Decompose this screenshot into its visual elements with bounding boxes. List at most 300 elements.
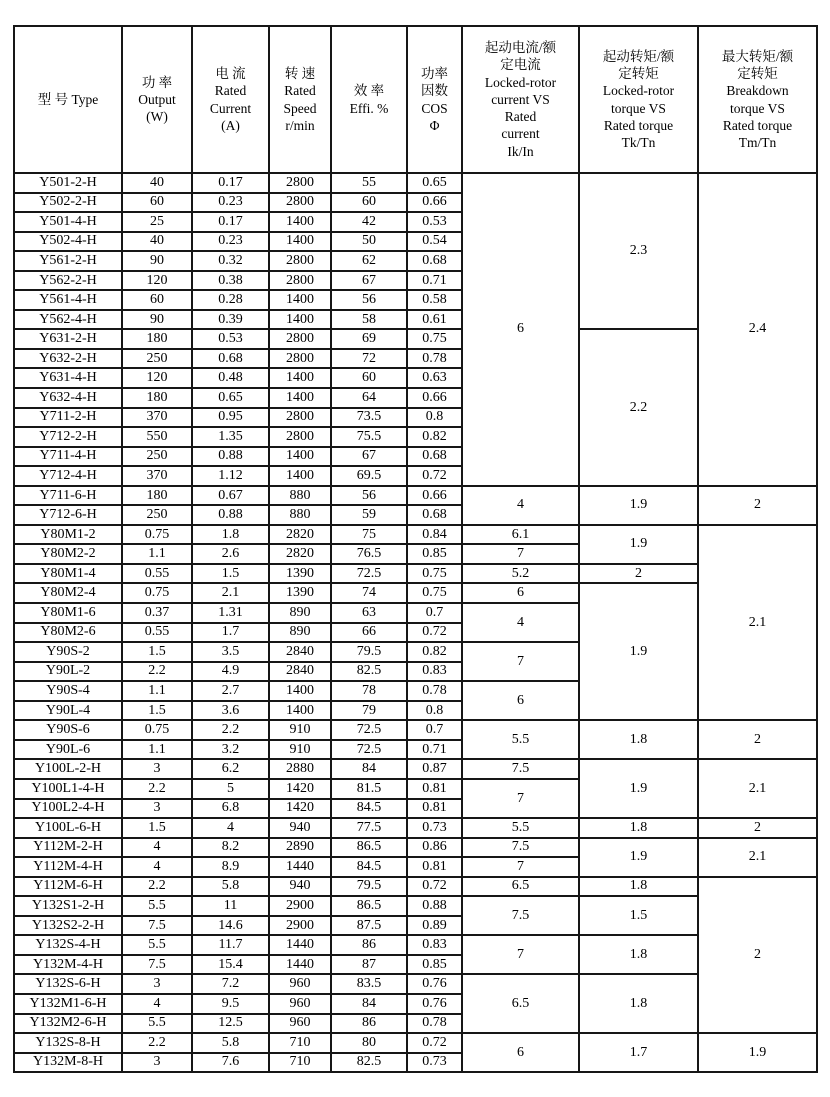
cell-power-factor: 0.7 [407,603,462,623]
cell-type: Y100L2-4-H [14,799,122,819]
header-line: Locked-rotor [602,83,675,99]
cell-tm-tn: 2.1 [698,759,817,818]
cell-power-factor: 0.75 [407,329,462,349]
cell-power-factor: 0.53 [407,212,462,232]
cell-tm-tn: 2.1 [698,525,817,720]
cell-output: 1.1 [122,681,192,701]
cell-current: 5 [192,779,269,799]
cell-output: 60 [122,290,192,310]
cell-speed: 960 [269,974,331,994]
header-line: COS [421,100,448,116]
cell-speed: 2900 [269,896,331,916]
cell-efficiency: 73.5 [331,408,407,428]
column-header-efficiency [331,26,407,173]
header-line: Effi. % [349,100,389,116]
cell-efficiency: 59 [331,505,407,525]
cell-power-factor: 0.81 [407,857,462,877]
cell-speed: 880 [269,486,331,506]
cell-power-factor: 0.76 [407,994,462,1014]
cell-speed: 1400 [269,310,331,330]
cell-ik-in: 6 [462,1033,579,1072]
header-line: Breakdown [726,83,789,99]
cell-current: 0.88 [192,505,269,525]
cell-power-factor: 0.68 [407,505,462,525]
cell-speed: 940 [269,818,331,838]
cell-efficiency: 80 [331,1033,407,1053]
cell-current: 0.39 [192,310,269,330]
cell-type: Y80M2-6 [14,623,122,643]
cell-speed: 1400 [269,681,331,701]
header-line: Φ [429,117,440,133]
cell-power-factor: 0.72 [407,1033,462,1053]
cell-efficiency: 87 [331,955,407,975]
cell-speed: 1420 [269,799,331,819]
cell-output: 90 [122,251,192,271]
cell-speed: 1420 [269,779,331,799]
cell-power-factor: 0.78 [407,1014,462,1034]
cell-power-factor: 0.8 [407,408,462,428]
cell-speed: 890 [269,603,331,623]
cell-power-factor: 0.72 [407,877,462,897]
cell-current: 6.8 [192,799,269,819]
header-line: 起动电流/额 [484,40,557,56]
cell-efficiency: 83.5 [331,974,407,994]
cell-efficiency: 72 [331,349,407,369]
cell-power-factor: 0.76 [407,974,462,994]
cell-power-factor: 0.71 [407,740,462,760]
cell-ik-in: 7.5 [462,759,579,779]
cell-type: Y712-6-H [14,505,122,525]
header-line: 起动转矩/额 [602,48,675,64]
cell-type: Y90S-4 [14,681,122,701]
cell-output: 1.1 [122,740,192,760]
cell-tm-tn: 2 [698,720,817,759]
cell-speed: 1440 [269,955,331,975]
cell-speed: 2890 [269,838,331,858]
cell-current: 0.53 [192,329,269,349]
cell-output: 7.5 [122,955,192,975]
column-header-power-factor [407,26,462,173]
cell-current: 0.38 [192,271,269,291]
cell-current: 5.8 [192,877,269,897]
cell-efficiency: 63 [331,603,407,623]
cell-output: 1.5 [122,701,192,721]
cell-type: Y90L-6 [14,740,122,760]
cell-output: 2.2 [122,662,192,682]
cell-power-factor: 0.82 [407,642,462,662]
cell-current: 7.2 [192,974,269,994]
table-row [14,173,817,193]
cell-efficiency: 56 [331,290,407,310]
cell-output: 0.75 [122,525,192,545]
cell-speed: 880 [269,505,331,525]
cell-speed: 2800 [269,427,331,447]
cell-type: Y132S2-2-H [14,916,122,936]
cell-type: Y561-2-H [14,251,122,271]
cell-ik-in: 6.5 [462,877,579,897]
cell-type: Y80M1-6 [14,603,122,623]
cell-ik-in: 5.5 [462,818,579,838]
cell-output: 1.5 [122,642,192,662]
cell-power-factor: 0.78 [407,681,462,701]
cell-type: Y132S1-2-H [14,896,122,916]
cell-tk-tn: 1.5 [579,896,698,935]
cell-tm-tn: 1.9 [698,1033,817,1072]
cell-efficiency: 86 [331,1014,407,1034]
table-row [14,525,817,545]
cell-current: 0.28 [192,290,269,310]
cell-efficiency: 50 [331,232,407,252]
column-header-ik-in [462,26,579,173]
cell-output: 3 [122,974,192,994]
cell-type: Y712-4-H [14,466,122,486]
cell-efficiency: 77.5 [331,818,407,838]
header-line: 电 流 [215,65,246,81]
cell-power-factor: 0.66 [407,486,462,506]
cell-power-factor: 0.68 [407,447,462,467]
cell-type: Y711-2-H [14,408,122,428]
header-row [14,26,817,173]
header-line: 定转矩 [737,65,778,81]
cell-output: 2.2 [122,1033,192,1053]
cell-type: Y100L1-4-H [14,779,122,799]
cell-type: Y80M2-2 [14,544,122,564]
cell-power-factor: 0.83 [407,662,462,682]
cell-efficiency: 69.5 [331,466,407,486]
cell-tk-tn: 1.9 [579,486,698,525]
cell-output: 0.37 [122,603,192,623]
header-line: Rated [284,83,316,99]
cell-power-factor: 0.73 [407,1053,462,1073]
cell-current: 0.17 [192,212,269,232]
cell-output: 250 [122,349,192,369]
header-line: 因数 [421,83,448,99]
header-line: (W) [146,109,168,125]
header-line: Output [138,91,176,107]
cell-current: 11.7 [192,935,269,955]
cell-output: 2.2 [122,877,192,897]
cell-type: Y132M2-6-H [14,1014,122,1034]
cell-output: 3 [122,759,192,779]
cell-output: 120 [122,368,192,388]
cell-power-factor: 0.86 [407,838,462,858]
cell-type: Y132M-4-H [14,955,122,975]
cell-ik-in: 7 [462,857,579,877]
cell-ik-in: 5.2 [462,564,579,584]
header-line: Rated [214,83,247,99]
cell-power-factor: 0.68 [407,251,462,271]
cell-current: 0.17 [192,173,269,193]
cell-power-factor: 0.71 [407,271,462,291]
cell-tk-tn: 1.9 [579,525,698,564]
cell-current: 12.5 [192,1014,269,1034]
cell-efficiency: 82.5 [331,1053,407,1073]
cell-power-factor: 0.73 [407,818,462,838]
cell-output: 370 [122,466,192,486]
cell-type: Y80M1-4 [14,564,122,584]
cell-tm-tn: 2.4 [698,173,817,486]
cell-speed: 1400 [269,290,331,310]
cell-current: 15.4 [192,955,269,975]
cell-power-factor: 0.58 [407,290,462,310]
cell-output: 4 [122,857,192,877]
header-line: (A) [221,117,240,133]
cell-current: 0.23 [192,193,269,213]
table-row [14,974,817,994]
header-line: 转 速 [284,65,316,81]
cell-efficiency: 84.5 [331,857,407,877]
table-row [14,818,817,838]
cell-power-factor: 0.72 [407,466,462,486]
cell-output: 370 [122,408,192,428]
header-line: Tk/Tn [621,135,656,151]
cell-speed: 710 [269,1033,331,1053]
cell-tk-tn: 1.8 [579,720,698,759]
column-header-speed [269,26,331,173]
cell-type: Y132S-8-H [14,1033,122,1053]
column-header-tk-tn [579,26,698,173]
table-row [14,720,817,740]
column-header-current [192,26,269,173]
cell-ik-in: 4 [462,603,579,642]
table-row [14,1033,817,1053]
cell-current: 0.88 [192,447,269,467]
cell-speed: 1400 [269,212,331,232]
cell-current: 14.6 [192,916,269,936]
header-line: current VS [491,91,550,107]
cell-speed: 940 [269,877,331,897]
cell-power-factor: 0.85 [407,544,462,564]
cell-speed: 2820 [269,544,331,564]
cell-efficiency: 72.5 [331,564,407,584]
cell-output: 0.75 [122,583,192,603]
cell-current: 2.1 [192,583,269,603]
header-line: Current [209,100,252,116]
cell-efficiency: 84 [331,759,407,779]
header-line: Rated torque [722,117,793,133]
cell-ik-in: 5.5 [462,720,579,759]
cell-type: Y711-6-H [14,486,122,506]
motor-spec-table-wrapper [13,25,818,1073]
cell-efficiency: 79.5 [331,642,407,662]
cell-type: Y132S-4-H [14,935,122,955]
cell-current: 1.8 [192,525,269,545]
cell-speed: 1400 [269,447,331,467]
cell-efficiency: 55 [331,173,407,193]
cell-type: Y132S-6-H [14,974,122,994]
column-header-output [122,26,192,173]
cell-type: Y502-2-H [14,193,122,213]
cell-ik-in: 7 [462,544,579,564]
cell-power-factor: 0.8 [407,701,462,721]
cell-tk-tn: 1.8 [579,877,698,897]
cell-output: 40 [122,173,192,193]
cell-speed: 1400 [269,701,331,721]
cell-current: 1.12 [192,466,269,486]
cell-type: Y631-2-H [14,329,122,349]
cell-efficiency: 58 [331,310,407,330]
cell-power-factor: 0.85 [407,955,462,975]
cell-power-factor: 0.81 [407,779,462,799]
table-row [14,838,817,858]
header-line: Ik/In [507,143,534,159]
cell-ik-in: 7.5 [462,896,579,935]
cell-ik-in: 7.5 [462,838,579,858]
cell-efficiency: 72.5 [331,740,407,760]
cell-speed: 2900 [269,916,331,936]
column-header-tm-tn [698,26,817,173]
table-row [14,564,817,584]
cell-tk-tn: 1.8 [579,818,698,838]
table-row [14,329,817,349]
cell-efficiency: 86 [331,935,407,955]
cell-current: 0.67 [192,486,269,506]
cell-efficiency: 82.5 [331,662,407,682]
cell-power-factor: 0.54 [407,232,462,252]
cell-current: 4 [192,818,269,838]
cell-current: 3.6 [192,701,269,721]
cell-efficiency: 86.5 [331,896,407,916]
cell-ik-in: 7 [462,779,579,818]
cell-output: 250 [122,505,192,525]
cell-output: 180 [122,486,192,506]
cell-tk-tn: 1.7 [579,1033,698,1072]
cell-current: 2.7 [192,681,269,701]
cell-output: 4 [122,994,192,1014]
cell-type: Y112M-2-H [14,838,122,858]
cell-speed: 1400 [269,232,331,252]
cell-speed: 1400 [269,368,331,388]
cell-efficiency: 42 [331,212,407,232]
cell-efficiency: 56 [331,486,407,506]
cell-type: Y112M-6-H [14,877,122,897]
cell-speed: 2800 [269,193,331,213]
cell-output: 5.5 [122,1014,192,1034]
cell-tk-tn: 1.9 [579,838,698,877]
cell-current: 3.2 [192,740,269,760]
cell-efficiency: 72.5 [331,720,407,740]
cell-tk-tn: 1.9 [579,759,698,818]
header-line: Rated torque [603,117,674,133]
cell-power-factor: 0.72 [407,623,462,643]
cell-output: 0.55 [122,564,192,584]
cell-speed: 2880 [269,759,331,779]
cell-efficiency: 74 [331,583,407,603]
cell-speed: 910 [269,740,331,760]
cell-speed: 910 [269,720,331,740]
cell-ik-in: 4 [462,486,579,525]
cell-efficiency: 67 [331,271,407,291]
cell-tk-tn: 1.9 [579,583,698,720]
cell-current: 1.5 [192,564,269,584]
header-line: Rated [504,109,537,125]
cell-output: 25 [122,212,192,232]
header-line: 功 率 [141,74,173,90]
cell-output: 2.2 [122,779,192,799]
cell-type: Y90L-4 [14,701,122,721]
cell-output: 120 [122,271,192,291]
cell-current: 7.6 [192,1053,269,1073]
cell-tm-tn: 2.1 [698,838,817,877]
cell-output: 5.5 [122,896,192,916]
table-row [14,877,817,897]
cell-speed: 710 [269,1053,331,1073]
header-line: Tm/Tn [738,135,777,151]
cell-efficiency: 75.5 [331,427,407,447]
cell-output: 1.5 [122,818,192,838]
cell-power-factor: 0.75 [407,583,462,603]
cell-efficiency: 84 [331,994,407,1014]
cell-speed: 890 [269,623,331,643]
cell-speed: 1390 [269,583,331,603]
cell-power-factor: 0.63 [407,368,462,388]
cell-type: Y502-4-H [14,232,122,252]
cell-power-factor: 0.7 [407,720,462,740]
header-line: r/min [285,117,315,133]
cell-speed: 1440 [269,935,331,955]
cell-speed: 960 [269,994,331,1014]
cell-output: 1.1 [122,544,192,564]
cell-current: 0.65 [192,388,269,408]
cell-current: 6.2 [192,759,269,779]
cell-output: 0.75 [122,720,192,740]
cell-efficiency: 60 [331,368,407,388]
cell-current: 8.9 [192,857,269,877]
cell-type: Y90S-2 [14,642,122,662]
cell-output: 5.5 [122,935,192,955]
cell-type: Y562-2-H [14,271,122,291]
cell-current: 0.95 [192,408,269,428]
cell-ik-in: 6 [462,681,579,720]
cell-type: Y112M-4-H [14,857,122,877]
cell-efficiency: 64 [331,388,407,408]
header-line: torque VS [730,100,785,116]
cell-type: Y632-2-H [14,349,122,369]
cell-output: 550 [122,427,192,447]
header-line: 效 率 [353,83,385,99]
cell-power-factor: 0.65 [407,173,462,193]
cell-output: 250 [122,447,192,467]
cell-type: Y561-4-H [14,290,122,310]
cell-speed: 2840 [269,662,331,682]
cell-efficiency: 79.5 [331,877,407,897]
cell-output: 180 [122,388,192,408]
cell-type: Y100L-6-H [14,818,122,838]
cell-ik-in: 6 [462,583,579,603]
cell-speed: 2800 [269,349,331,369]
cell-ik-in: 7 [462,935,579,974]
cell-tm-tn: 2 [698,877,817,1033]
cell-type: Y90L-2 [14,662,122,682]
header-line: current [501,126,540,142]
header-line: 定电流 [500,57,541,73]
cell-power-factor: 0.83 [407,935,462,955]
cell-type: Y711-4-H [14,447,122,467]
cell-current: 2.6 [192,544,269,564]
cell-speed: 960 [269,1014,331,1034]
cell-ik-in: 6 [462,173,579,486]
cell-type: Y562-4-H [14,310,122,330]
cell-power-factor: 0.89 [407,916,462,936]
cell-current: 0.23 [192,232,269,252]
cell-type: Y132M-8-H [14,1053,122,1073]
cell-efficiency: 79 [331,701,407,721]
column-header-type [14,26,122,173]
cell-output: 7.5 [122,916,192,936]
cell-tm-tn: 2 [698,486,817,525]
cell-output: 180 [122,329,192,349]
cell-type: Y90S-6 [14,720,122,740]
